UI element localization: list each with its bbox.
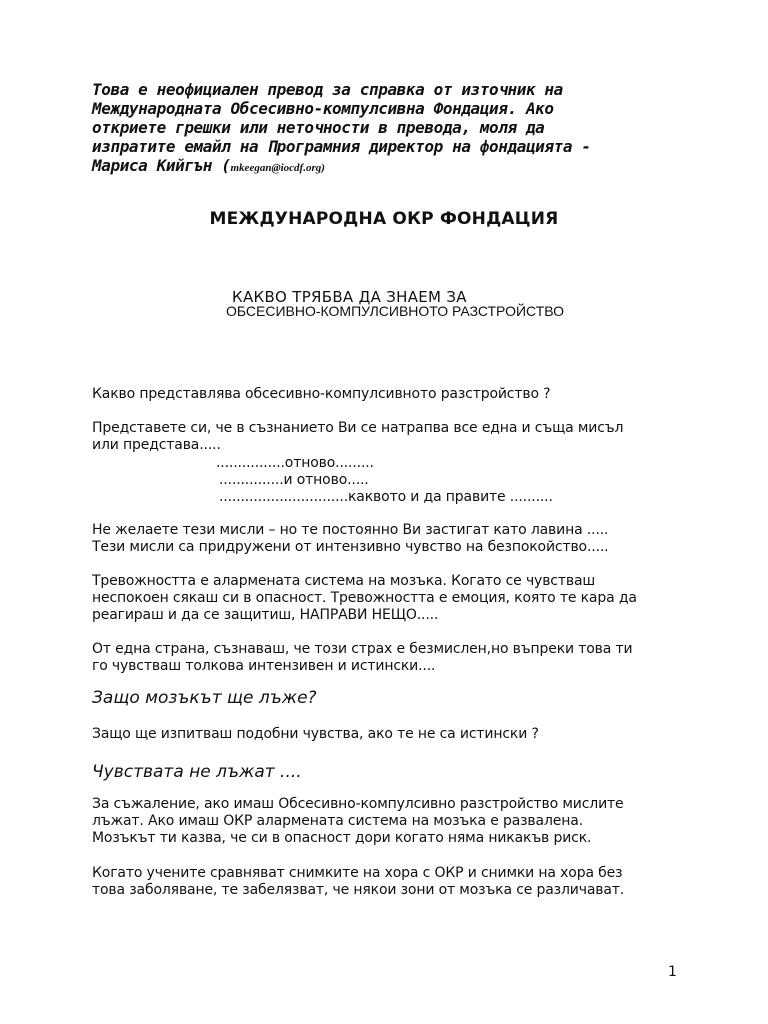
paragraph-line: Когато учените сравняват снимките на хора с ОКР и снимки на хора без: [92, 865, 623, 881]
translation-disclaimer: [92, 80, 692, 178]
again-line-1: ................отново.........: [216, 455, 374, 471]
paragraph-line: От една страна, съзнаваш, че този страх е безмислен,но въпреки това ти: [92, 641, 633, 657]
heading-why-brain-lies: Защо мозъкът ще лъже?: [92, 688, 317, 708]
disclaimer-line: изпратите емайл на Програмния директор на фондацията -: [92, 137, 591, 156]
question-why-feel: [92, 726, 692, 743]
page-number: 1: [668, 964, 677, 980]
disclaimer-line: откриете грешки или неточности в превода, моля да: [92, 118, 545, 137]
heading-feelings-dont-lie: Чувствата не лъжат ....: [92, 762, 302, 782]
paragraph-line: неспокоен сякаш си в опасност. Тревожността е емоция, която те кара да: [92, 590, 637, 606]
paragraph-line: лъжат. Ако имаш ОКР алармената система на мозъка е развалена.: [92, 813, 583, 829]
again-line-2: ...............и отново.....: [219, 472, 369, 488]
paragraph-line: За съжаление, ако имаш Обсесивно-компулсивно разстройство мислите: [92, 796, 624, 812]
question-text: Защо ще изпитваш подобни чувства, ако те не са истински ?: [92, 726, 539, 742]
paragraph-anxiety: [92, 573, 692, 624]
paragraph-line: Мозъкът ти казва, че си в опасност дори когато няма никакъв риск.: [92, 830, 592, 846]
paragraph-line: или представа.....: [92, 437, 221, 453]
paragraph-fear: [92, 641, 692, 675]
paragraph-avalanche: [92, 522, 692, 556]
question-what-is-ocd: [92, 386, 692, 403]
paragraph-line: Тревожността е алармената система на мозъка. Когато се чувстваш: [92, 573, 596, 589]
question-text: Какво представлява обсесивно-компулсивното разстройство ?: [92, 386, 551, 402]
disclaimer-line: [92, 156, 692, 178]
paragraph-line: това заболяване, те забелязват, че някои зони от мозъка се различават.: [92, 882, 625, 898]
disclaimer-signature: Мариса Кийгън (: [92, 156, 231, 175]
document-title: КАКВО ТРЯБВА ДА ЗНАЕМ ЗА: [232, 288, 467, 306]
contact-email: mkeegan@iocdf.org): [230, 162, 325, 174]
paragraph-line: Не желаете тези мисли – но те постоянно Ви застигат като лавина .....: [92, 522, 609, 538]
paragraph-line: реагираш и да се защитиш, НАПРАВИ НЕЩО.....: [92, 607, 439, 623]
paragraph-line: Тези мисли са придружени от интензивно чувство на безпокойство.....: [92, 539, 609, 555]
disclaimer-line: Международната Обсесивно-компулсивна Фондация. Ако: [92, 99, 554, 118]
disclaimer-line: Това е неофициален превод за справка от източник на: [92, 80, 563, 99]
paragraph-line: Представете си, че в съзнанието Ви се натрапва все една и съща мисъл: [92, 420, 624, 436]
paragraph-imagine: [92, 420, 692, 454]
paragraph-scientists: [92, 865, 692, 899]
organization-title: МЕЖДУНАРОДНА ОКР ФОНДАЦИЯ: [209, 209, 559, 229]
again-line-3: ..............................каквото и да правите ..........: [219, 489, 553, 505]
paragraph-unfortunately: [92, 796, 692, 847]
paragraph-line: го чувстваш толкова интензивен и истински....: [92, 658, 436, 674]
document-subtitle: ОБСЕСИВНО-КОМПУЛСИВНОТО РАЗСТРОЙСТВО: [226, 303, 565, 319]
